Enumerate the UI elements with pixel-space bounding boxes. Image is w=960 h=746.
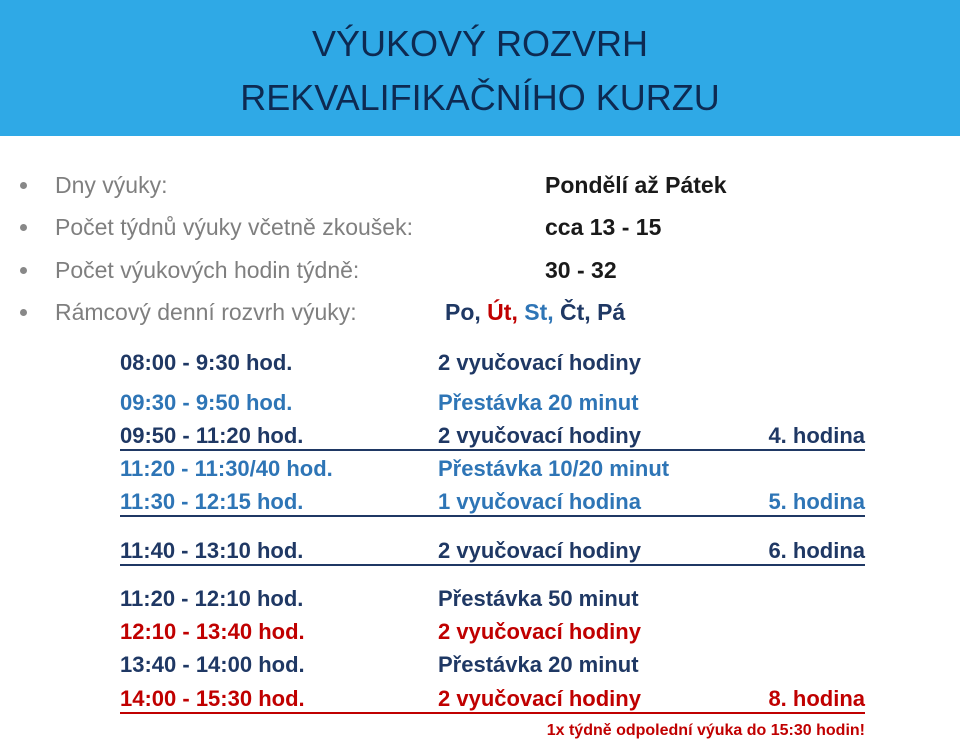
schedule-row [120, 684, 865, 714]
lesson-count: 5. hodina [768, 489, 865, 514]
schedule-desc: Přestávka 20 minut [438, 652, 639, 677]
schedule-time: 11:30 - 12:15 hod. [120, 489, 304, 514]
afternoon-note: 1x týdně odpolední výuka do 15:30 hodin! [546, 722, 865, 739]
schedule-time: 11:40 - 13:10 hod. [120, 538, 304, 563]
schedule-row [120, 617, 865, 647]
schedule-time: 11:20 - 12:10 hod. [120, 586, 304, 611]
lesson-count: 6. hodina [768, 538, 865, 563]
schedule-time: 09:50 - 11:20 hod. [120, 423, 304, 448]
schedule-desc: Přestávka 50 minut [438, 586, 639, 611]
schedule-time: 12:10 - 13:40 hod. [120, 619, 305, 644]
info-value-hours: 30 - 32 [545, 257, 617, 283]
schedule-desc: Přestávka 20 minut [438, 390, 639, 415]
schedule-time: 14:00 - 15:30 hod. [120, 686, 305, 711]
day-wed: St, [524, 299, 554, 325]
schedule-row [120, 584, 865, 614]
bullet-icon [20, 267, 27, 274]
info-label-days: Dny výuky: [55, 172, 168, 198]
info-label-schedule: Rámcový denní rozvrh výuky: [55, 299, 357, 325]
bullet-icon [20, 182, 27, 189]
schedule-desc: 2 vyučovací hodiny [438, 538, 641, 563]
weekday-list [445, 298, 625, 326]
schedule-row [120, 421, 865, 451]
schedule-row [120, 536, 865, 566]
title-banner [0, 0, 960, 136]
schedule-row [120, 487, 865, 517]
row-underline [120, 449, 865, 451]
schedule-time: 08:00 - 9:30 hod. [120, 350, 293, 375]
schedule-row [120, 348, 865, 378]
lesson-count: 8. hodina [768, 686, 865, 711]
bullet-icon [20, 309, 27, 316]
schedule-row [120, 454, 865, 484]
row-underline [120, 712, 865, 714]
info-label-hours: Počet výukových hodin týdně: [55, 257, 360, 283]
info-value-days: Pondělí až Pátek [545, 172, 727, 198]
schedule-desc: 2 vyučovací hodiny [438, 423, 641, 448]
row-underline [120, 515, 865, 517]
schedule-time: 09:30 - 9:50 hod. [120, 390, 293, 415]
schedule-desc: 2 vyučovací hodiny [438, 350, 641, 375]
schedule-time: 13:40 - 14:00 hod. [120, 652, 305, 677]
schedule-row [120, 650, 865, 680]
day-fri: Pá [597, 299, 626, 325]
schedule-desc: 2 vyučovací hodiny [438, 686, 641, 711]
schedule-desc: 2 vyučovací hodiny [438, 619, 641, 644]
row-underline [120, 564, 865, 566]
bullet-icon [20, 224, 27, 231]
page-title-line-2: REKVALIFIKAČNÍHO KURZU [240, 77, 720, 118]
schedule-desc: 1 vyučovací hodina [438, 489, 641, 514]
day-mon: Po, [445, 299, 481, 325]
lesson-count: 4. hodina [768, 423, 865, 448]
schedule-desc: Přestávka 10/20 minut [438, 456, 670, 481]
day-tue: Út, [487, 299, 518, 325]
schedule-row [120, 388, 865, 418]
info-label-weeks: Počet týdnů výuky včetně zkoušek: [55, 214, 413, 240]
day-thu: Čt, [560, 299, 591, 325]
schedule-time: 11:20 - 11:30/40 hod. [120, 456, 333, 481]
page-title-line-1: VÝUKOVÝ ROZVRH [311, 23, 649, 64]
info-value-weeks: cca 13 - 15 [545, 214, 662, 240]
